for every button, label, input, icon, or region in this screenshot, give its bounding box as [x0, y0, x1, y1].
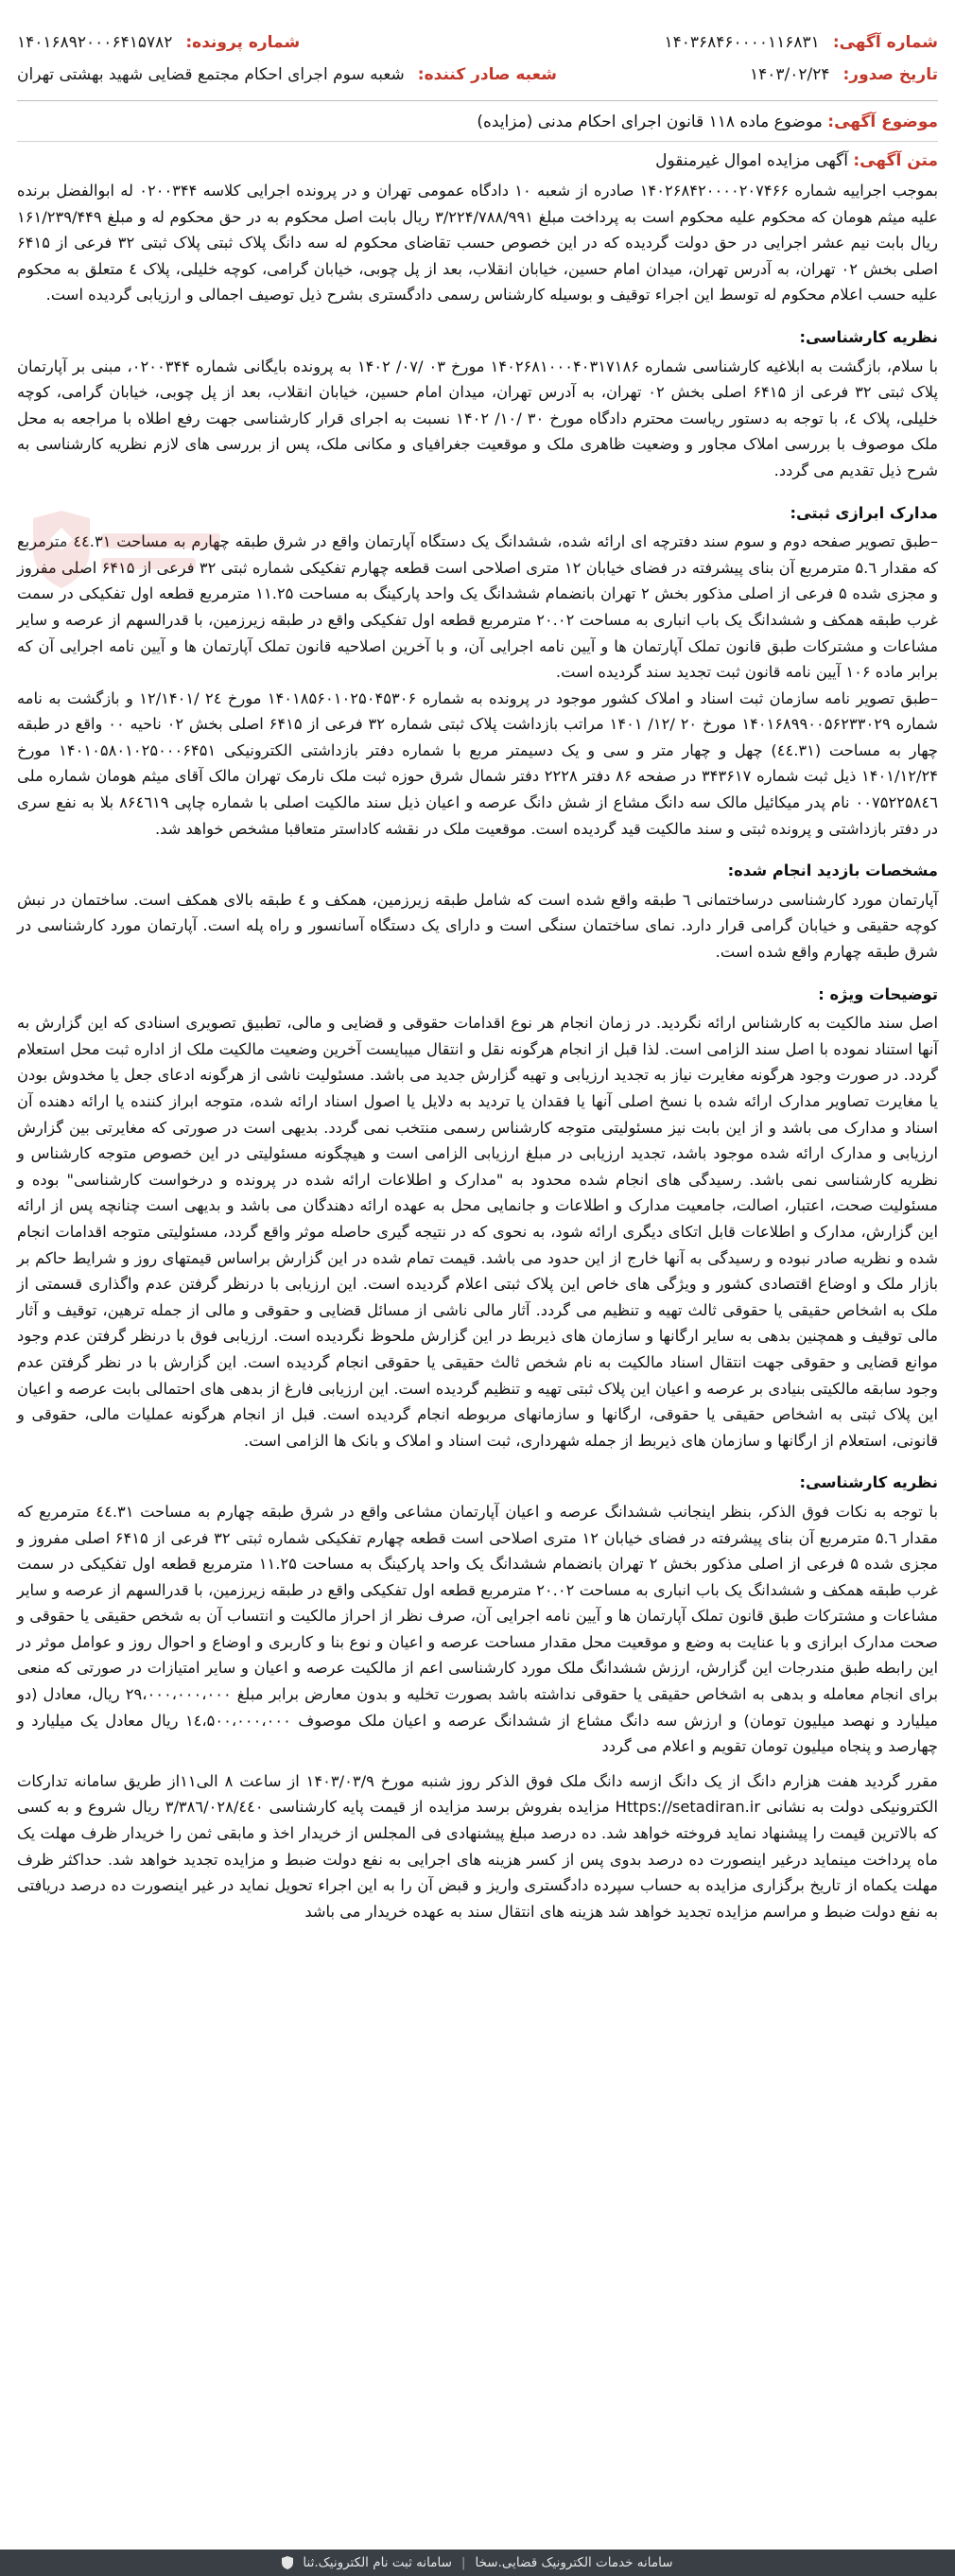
text-title-label: متن آگهی:	[853, 151, 938, 170]
subject-divider	[17, 141, 938, 142]
paragraph-gap	[17, 1760, 938, 1768]
body-paragraph: بموجب اجراییه شماره ۱۴۰۲۶۸۴۲۰۰۰۰۲۰۷۴۶۶ صادره از شعبه ۱۰ دادگاه عمومی تهران و در پرونده اجرایی کلاسه ۰۲۰۰۳۴۴ له ابوالفضل برنده علیه میثم هومان که محکوم علیه محکوم است به پرداخت مبلغ ۳/۲۲۴/۷۸۸/۹۹۱ ریال بابت اصل محکوم به در حق محکوم له و مبلغ ۱۶۱/۲۳۹/۴۴۹ ریال بابت نیم عشر اجرایی در حق دولت گردیده که در این خصوص حسب تقاضای محکوم له سه دانگ پلاک ثبتی پلاک ثبتی ۳۲ فرعی از ۶۴۱۵ اصلی بخش ۰۲ تهران، به آدرس تهران، میدان امام حسین، خیابان انقلاب، بعد از پل چوبی، خیابان گرامی، کوچه خلیلی، پلاک ٤ متعلق به محکوم علیه حسب اعلام محکوم له توسط این اجراء توقیف و بوسیله کارشناس رسمی دادگستری بشرح ذیل توصیف اجمالی و ارزیابی گردیده است.	[17, 182, 939, 305]
body-paragraph: با توجه به نکات فوق الذکر، بنظر اینجانب ششدانگ عرصه و اعیان آپارتمان مشاعی واقع در شرق طبقه چهارم به مساحت ٤٤.۳۱ مترمربع که مقدار ۵.٦ مترمربع آن بنای پیشرفته در فضای خیابان ۱۲ متری اصلاحی است قطعه چهارم تفکیکی شماره ثبتی ۳۲ فرعی از ۶۴۱۵ اصلی مفروز و مجزی شده ۵ فرعی از اصلی مذکور بخش ۲ تهران بانضمام ششدانگ یک واحد پارکینگ به مساحت ۱۱.۲۵ مترمربع قطعه اول تفکیکی در سمت غرب طبقه همکف و ششدانگ یک باب انباری به مساحت ۲۰.۰۲ مترمربع قطعه اول تفکیکی واقع در طبقه زیرزمین، با قدرالسهم از عرصه و سایر مشاعات و مشترکات طبق قانون تملک آپارتمان ها و آیین نامه اجرایی آن، صرف نظر از احراز مالکیت و انتساب آن به شخص حقیقی یا حقوقی و صحت مدارک ابرازی و با عنایت به وضع و موقعیت محل مقدار مساحت عرصه و اعیان و نوع بنا و کاربری و اوضاع و احوال روز و عوامل موثر در این رابطه طبق مندرجات این گزارش، ارزش ششدانگ ملک مورد کارشناسی اعم از مالکیت عرصه و اعیان و سایر امتیازات در صورتی که منعی برای انجام معامله و بدهی به اشخاص حقیقی یا حقوقی نداشته باشد بصورت تخلیه و بدون معارض برابر مبلغ ۲۹،۰۰۰،۰۰۰،۰۰۰ ریال، معادل (دو میلیارد و نهصد میلیون تومان) و ارزش سه دانگ مشاع از ششدانگ عرصه و اعیان ملک موصوف ۱٤،۵۰۰،۰۰۰،۰۰۰ ریال معادل یک میلیارد و چهارصد و پنجاه میلیون تومان تقویم و اعلام می گردد	[17, 1502, 939, 1756]
footer-separator: |	[460, 2555, 466, 2570]
ad-number-label: شماره آگهی:	[832, 33, 938, 52]
body-paragraph: مقرر گردید هفت هزارم دانگ از یک دانگ ازسه دانگ ملک فوق الذکر روز شنبه مورخ ۱۴۰۳/۰۳/۹ از ساعت ۸ الی۱۱از طریق سامانه تدارکات الکترونیکی دولت به نشانی Https://setadiran.ir مزایده بفروش برسد مزایده از قیمت پایه کارشناسی ۳/۳۸٦/۰۲۸/٤٤٠ ریال شروع و به کسی که بالاترین قیمت را پیشنهاد نماید فروخته خواهد شد. ده درصد مبلغ پیشنهادی فی المجلس از خریدار اخذ و مابقی ثمن را خریدار ظرف مهلت یک ماه پرداخت مینماید درغیر اینصورت ده درصد بدوی پس از کسر هزینه های اجرایی به نفع دولت ضبط و مزایده تجدید خواهد شد. حداکثر ظرف مهلت یکماه از تاریخ برگزاری مزایده به حساب سپرده دادگستری واریز و قبض آن را به این اجراء تحویل نماید در غیر اینصورت ده درصد دریافتی به نفع دولت ضبط و مراسم مزایده تجدید خواهد شد هزینه های انتقال سند به عهده خریدار می باشد	[17, 1771, 938, 1921]
body-paragraph: اصل سند مالکیت به کارشناس ارائه نگردید. در زمان انجام هر نوع اقدامات حقوقی و قضایی و مالی، تطبیق تصویری اسنادی که این گزارش به آنها استناد نموده با اصل سند الزامی است. لذا قبل از انجام هرگونه نقل و انتقال میبایست آخرین وضعیت مالکیت ملک از اداره ثبت محل استعلام گردد. در صورت وجود هرگونه مغایرت نیاز به تجدید ارزیابی و تهیه گزارش جدید می باشد. مسئولیت ناشی از هرگونه ادعای جعل یا مخدوش بودن یا مغایرت تصاویر مدارک ارائه شده با نسخ اصلی آنها یا فقدان یا تردید به دلایل یا اصول اسناد ارائه شده، متوجه ابراز کننده یا ارائه دهنده آن اسناد و مدارک می باشد و از این بابت نیز مسئولیتی متوجه کارشناس رسمی منتخب نمی گردد. بدیهی است در صورتی که مغایرتی بین گزارش ارزیابی و مدارک ارائه شده موجود باشد، تجدید ارزیابی در مبلغ ارزیابی الزامی است و هیچگونه مسئولیتی در این خصوص متوجه کارشناس و نظریه کارشناسی نمی باشد. رسیدگی های انجام شده محدود به "مدارک و اطلاعات ارائه شده در پرونده و درخواست کارشناسی" بوده و مسئولیت صحت، اعتبار، اصالت، جامعیت مدارک و اطلاعات و جانمایی محل به عهده ارائه دهندگان می باشد و بدیهی است چنانچه پس از ارائه این گزارش، مدارک و اطلاعات قابل اتکای دیگری ارائه شود، به نحوی که در نتیجه گیری حاصله موثر واقع گردد، مسئولیتی متوجه اقدامات انجام شده و نظریه صادر نبوده و رسیدگی به آنها خارج از این حدود می باشد. قیمت تمام شده در این گزارش براساس قیمتهای روز و شرایط حاکم بر بازار ملک و اوضاع اقتصادی کشور و ویژگی های خاص این پلاک ثبتی اعلام گردیده است. این ارزیابی با درنظر گرفتن عدم واگذاری قسمتی از ملک به اشخاص حقیقی یا حقوقی ثالث تهیه و تنظیم می گردد. آثار مالی ناشی از مسائل قضایی و حقوقی و مالی از جمله ترهین، توقیف و آثار مالی توقیف و همچنین بدهی به سایر ارگانها و سازمان های ذیربط در این گزارش ملحوظ نگردیده است. ارزیابی فوق با درنظر گرفتن عدم وجود موانع قضایی و حقوقی جهت انتقال اسناد مالکیت به نام شخص ثالث حقیقی یا حقوقی انجام گردیده است. این گزارش با در نظر گرفتن عدم وجود سابقه مالکیتی بنیادی بر عرصه و اعیان این پلاک ثبتی تهیه و تنظیم گردیده است. این ارزیابی فارغ از بدهی های احتمالی بابت عرصه و اعیان این پلاک ثبتی به اشخاص حقیقی یا حقوقی، ارگانها و سازمانهای مربوطه انجام گردیده است. قبل از انجام هرگونه عملیات مالی، حقوقی و قانونی، استعلام از ارگانها و سازمان های ذیربط از جمله شهرداری، ثبت اسناد و املاک و بانک ها الزامی است.	[17, 1014, 938, 1450]
text-title-line	[17, 151, 938, 170]
header-row-1	[17, 26, 938, 59]
footer-right-link[interactable]: سامانه ثبت نام الکترونیک.ثنا	[303, 2555, 452, 2570]
case-number-value: ۱۴۰۱۶۸۹۲۰۰۰۶۴۱۵۷۸۲	[17, 33, 173, 52]
notice-body	[17, 178, 938, 1924]
section-heading: توضیحات ویژه :	[818, 984, 938, 1003]
header-divider	[17, 100, 938, 101]
body-paragraph: با سلام، بازگشت به ابلاغیه کارشناسی شماره ۱۴۰۲۶۸۱۰۰۰۴۰۳۱۷۱۸۶ مورخ ۰۳ /۰۷/ ۱۴۰۲ به پرونده بایگانی شماره ۰۲۰۰۳۴۴، مبنی بر آپارتمان پلاک ثبتی ۳۲ فرعی از ۶۴۱۵ اصلی بخش ۰۲ تهران، به آدرس تهران، میدان امام حسین، خیابان انقلاب، بعد از پل چوبی، خیابان گرامی، کوچه خلیلی، پلاک ٤، با توجه به دستور ریاست محترم دادگاه مورخ ۳۰ /۱۰/ ۱۴۰۲ نسبت به اجرای قرار کارشناسی جهت رفع اطلاه با مراجعه به محل ملک موصوف با بررسی املاک مجاور و وضعیت ظاهری ملک و موقعیت جغرافیای و مکانی ملک، پس از بررسی های لازم نظریه کارشناسی به شرح ذیل تقدیم می گردد.	[17, 357, 938, 479]
issuing-branch-value: شعبه سوم اجرای احکام مجتمع قضایی شهید بهشتی تهران	[17, 65, 405, 84]
shield-icon	[282, 2556, 293, 2569]
subject-label: موضوع آگهی:	[827, 113, 938, 131]
body-paragraph: –طبق تصویر نامه سازمان ثبت اسناد و املاک کشور موجود در پرونده به شماره ۱۴۰۱۸۵۶۰۱۰۲۵۰۴۵۳۰۶ مورخ ۲٤ /۱۲/۱۴۰۱ و بازگشت به نامه شماره ۱۴۰۱۶۸۹۹۰۰۵۶۲۳۳۰۲۹ مورخ ۲۰ /۱۲/ ۱۴۰۱ مراتب بازداشت پلاک ثبتی شماره ۳۲ فرعی از ۶۴۱۵ اصلی بخش ۰۲ ناحیه ۰۰ واقع در طبقه چهار به مساحت (٤٤.۳۱) چهل و چهار متر و سی و یک دسیمتر مربع با شماره دفتر بازداشتی الکترونیکی ۱۴۰۱۰۵۸۰۱۰۲۵۰۰۰۶۴۵۱ مورخ ۱۴۰۱/۱۲/۲۴ ذیل ثبت شماره ۳۴۳۶۱۷ در صفحه ۸۶ دفتر ۲۲۲۸ دفتر شمال شرق حوزه ثبت ملک نارمک تهران مالک آقای میثم هومان شماره ملی ۰۰۷۵۲۲۵۸٤٦ نام پدر میکائیل مالک سه دانگ مشاع از شش دانگ عرصه و اعیان ذیل سند مالکیت اصلی با شماره چاپی ۸۶٤٦۱۹ بلا به نفع سری در دفتر بازداشتی و پرونده ثبتی و سند مالکیت قید گردیده است. موقعیت ملک در نقشه کاداستر متعاقبا مشخص خواهد شد.	[17, 688, 939, 838]
issue-date-value: ۱۴۰۳/۰۲/۲۴	[749, 65, 830, 84]
ad-number-value: ۱۴۰۳۶۸۴۶۰۰۰۰۱۱۶۸۳۱	[664, 33, 820, 52]
header-row-2	[17, 59, 938, 91]
issue-date-label: تاریخ صدور:	[842, 65, 938, 84]
section-heading: نظریه کارشناسی:	[799, 327, 938, 346]
issue-date-block	[750, 59, 938, 91]
case-number-block	[17, 26, 300, 59]
issuing-branch-label: شعبه صادر کننده:	[417, 65, 557, 84]
issuing-branch-block	[17, 59, 557, 91]
section-heading: مدارک ابرازی ثبتی:	[790, 503, 938, 522]
section-heading: مشخصات بازدید انجام شده:	[727, 862, 938, 880]
subject-line	[17, 113, 938, 131]
text-title-value: آگهی مزایده اموال غیرمنقول	[655, 151, 848, 170]
section-heading: نظریه کارشناسی:	[799, 1473, 938, 1492]
footer-bar	[0, 2550, 955, 2576]
case-number-label: شماره پرونده:	[185, 33, 301, 52]
subject-value: موضوع ماده ۱۱۸ قانون اجرای احکام مدنی (مزایده)	[477, 113, 823, 131]
footer-left-link[interactable]: سامانه خدمات الکترونیک قضایی.سخا	[475, 2555, 673, 2570]
body-paragraph: –طبق تصویر صفحه دوم و سوم سند دفترچه ای ارائه شده، ششدانگ یک دستگاه آپارتمان واقع در شرق طبقه چهارم به مساحت ٤٤.۳۱ مترمربع که مقدار ۵.٦ مترمربع آن بنای پیشرفته در فضای خیابان ۱۲ متری اصلاحی است قطعه چهارم تفکیکی شماره ثبتی ۳۲ فرعی از ۶۴۱۵ اصلی مفروز و مجزی شده ۵ فرعی از اصلی مذکور بخش ۲ تهران بانضمام ششدانگ یک واحد پارکینگ به مساحت ۱۱.۲۵ مترمربع قطعه اول تفکیکی در سمت غرب طبقه همکف و ششدانگ یک باب انباری به مساحت ۲۰.۰۲ مترمربع قطعه اول تفکیکی واقع در طبقه زیرزمین، با قدرالسهم از عرصه و سایر مشاعات و مشترکات طبق قانون تملک آپارتمان ها و آیین نامه اجرایی آن، و با آخرین اصلاحیه قانون تملک آپارتمان ها و آیین نامه اجرایی آن که برابر ماده ۱۰۶ آیین نامه قانون ثبت تجدید سند گردیده است.	[17, 532, 938, 682]
ad-number-block	[664, 26, 938, 59]
body-paragraph: آپارتمان مورد کارشناسی درساختمانی ٦ طبقه واقع شده است که شامل طبقه زیرزمین، همکف و ٤ طبقه بالای همکف است. ساختمان در نبش کوچه حقیقی و خیابان گرامی قرار دارد. نمای ساختمان سنگی است و دارای یک دستگاه آسانسور و راه پله است. آپارتمان مورد کارشناسی در شرق طبقه چهارم واقع شده است.	[17, 890, 939, 962]
